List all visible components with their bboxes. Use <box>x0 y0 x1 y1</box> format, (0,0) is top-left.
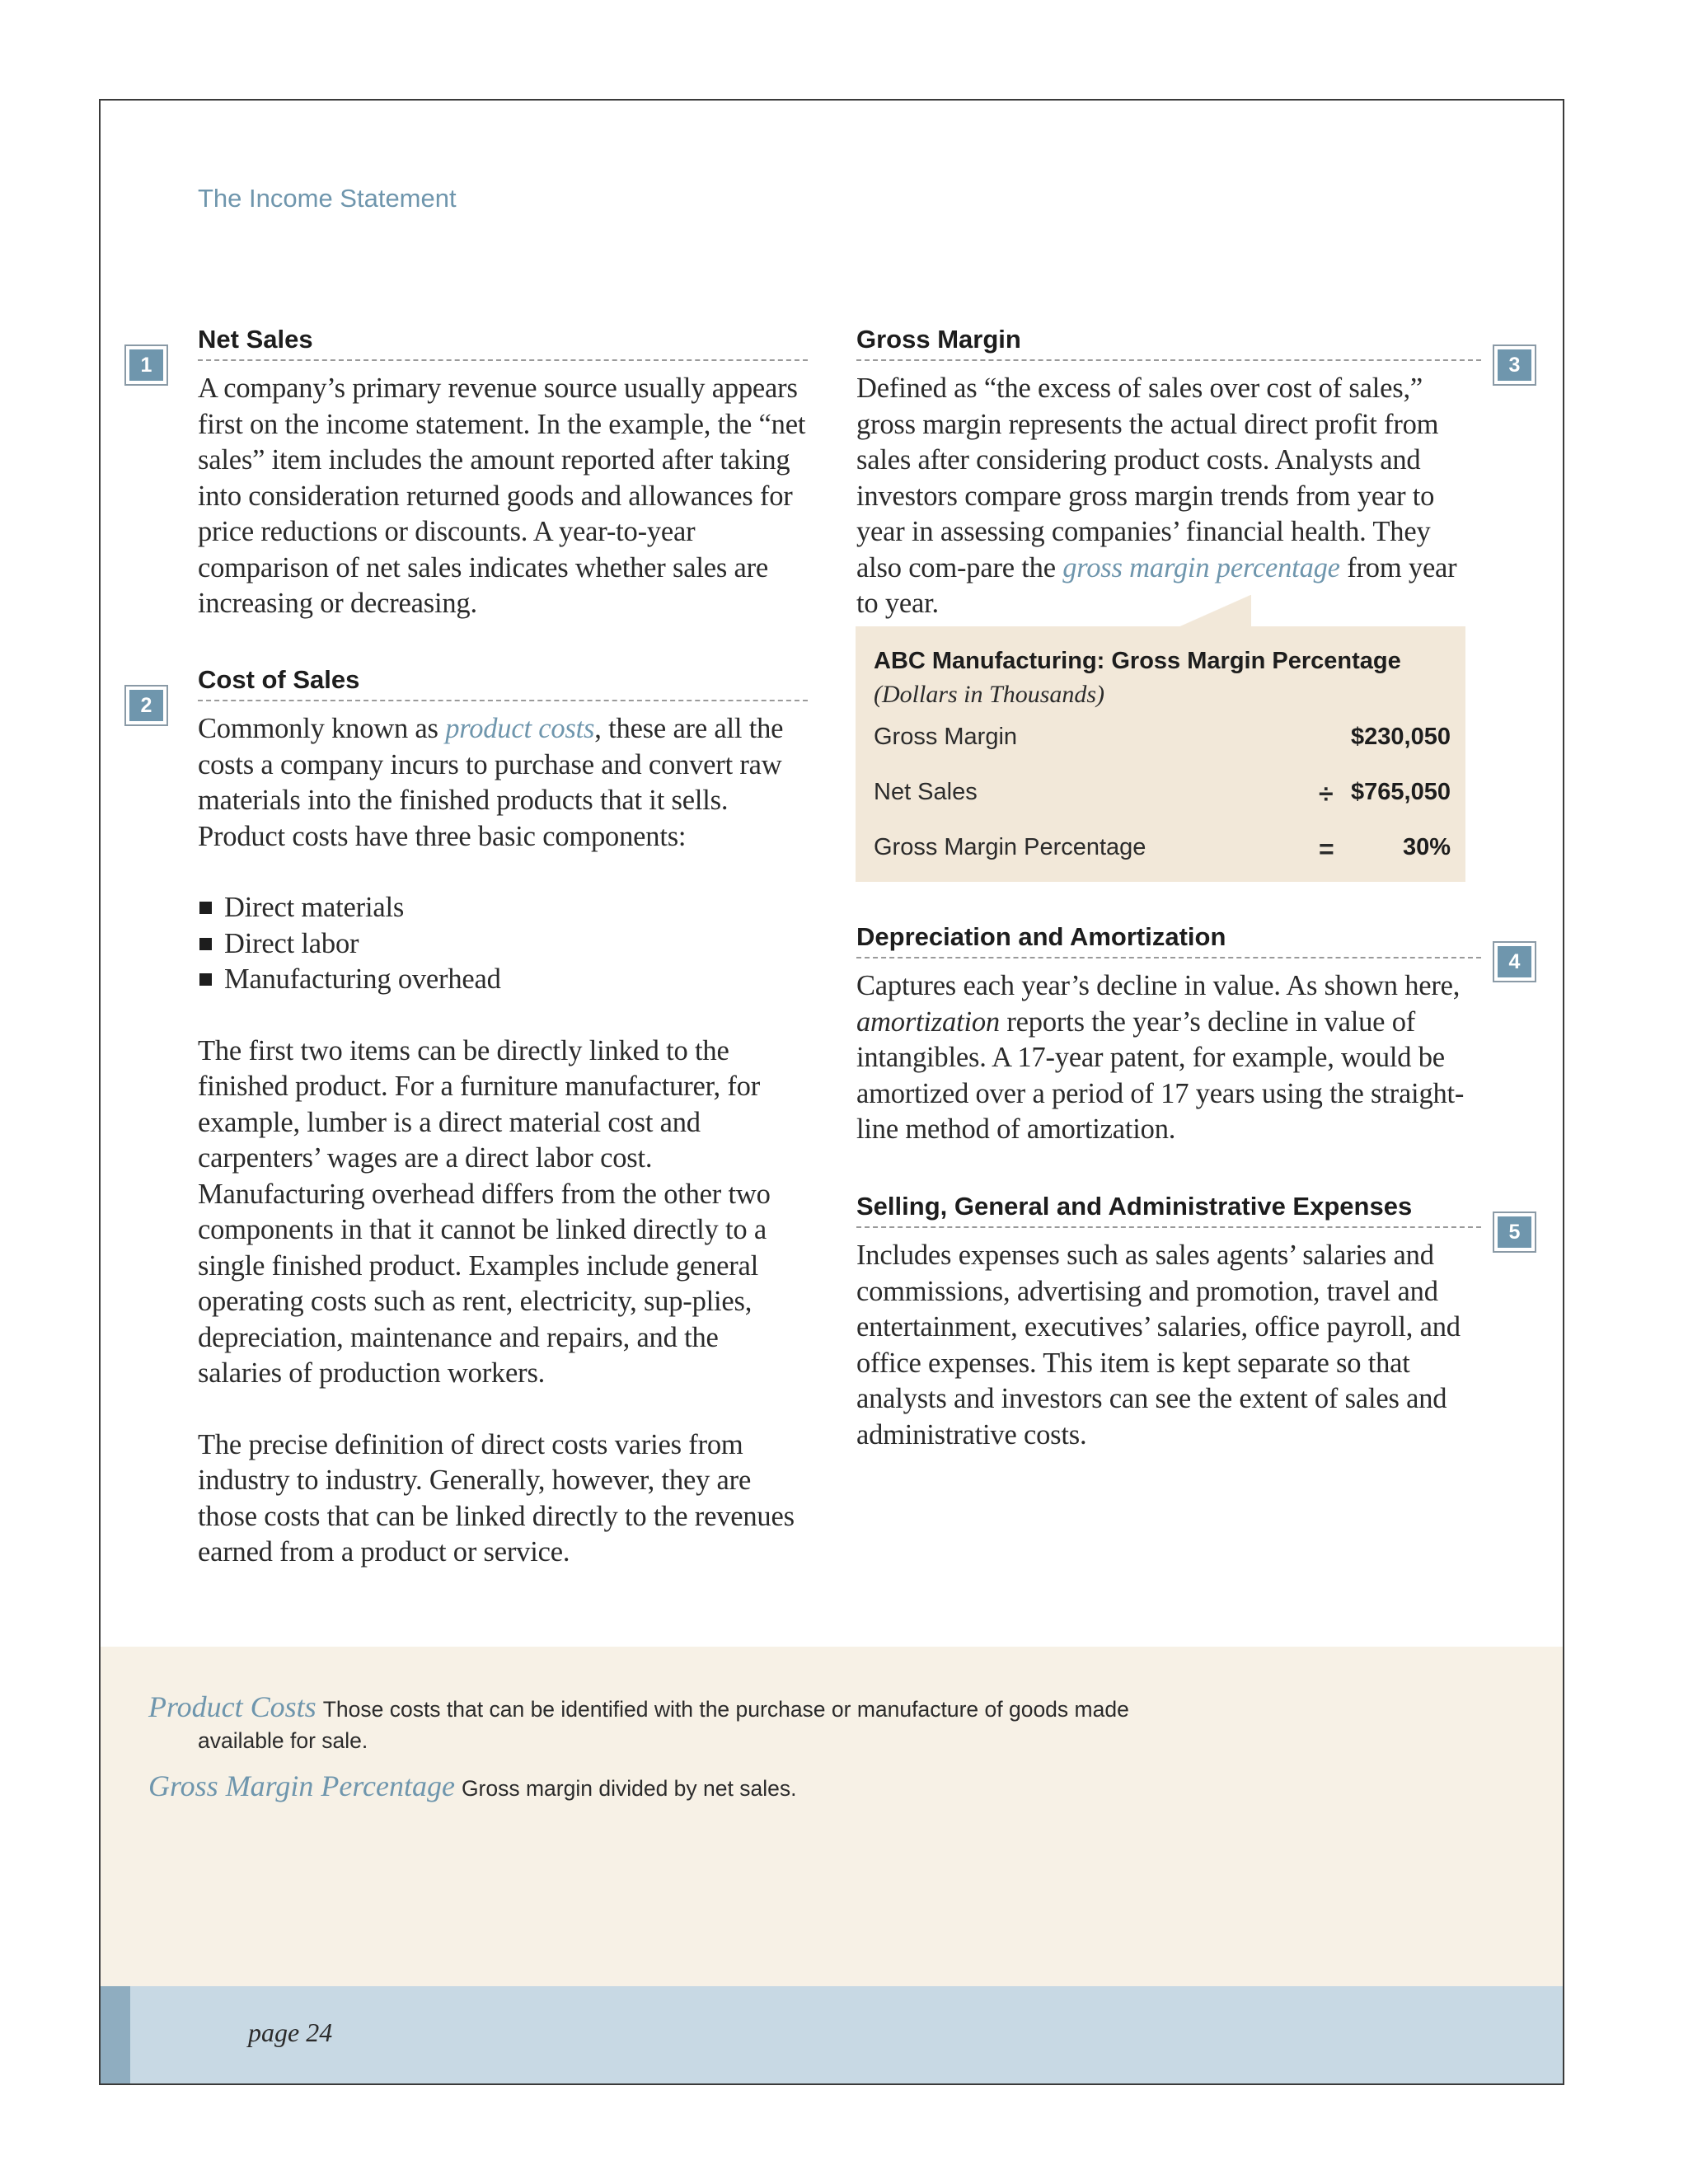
section-number-badge <box>124 685 168 726</box>
section-cost-of-sales <box>198 663 808 1571</box>
callout-pointer <box>1177 595 1251 628</box>
text-run: , these are all the costs a company incurs to purchase and convert raw materials into the finished products that it sells. Product costs have three basic components: <box>198 713 784 852</box>
text-run: reports the year’s decline in value of intangibles. A 17-year patent, for example, would be amortized over a period of 17 years using the straight-line method of amortization. <box>856 1005 1465 1145</box>
gross-margin-callout <box>856 626 1465 882</box>
section-number: 4 <box>1498 946 1531 977</box>
section-title: Net Sales <box>198 325 313 354</box>
paragraph: Includes expenses such as sales agents’ salaries and commissions, advertising and promotion, travel and entertainment, executives’ salaries, office payroll, and office expenses. This item is kept separate so that analysts and investors can see the extent of sales and administrative costs. <box>856 1240 1461 1451</box>
text-run: Captures each year’s decline in value. As shown here, <box>856 970 1461 1001</box>
footer-accent-bar <box>101 1986 130 2083</box>
section-sga <box>856 1190 1481 1453</box>
page-number: page 24 <box>248 2018 333 2047</box>
section-title: Cost of Sales <box>198 665 360 694</box>
row-label: Gross Margin Percentage <box>874 834 1146 860</box>
row-operator: = <box>1319 834 1334 864</box>
section-number: 5 <box>1498 1216 1531 1248</box>
section-title: Depreciation and Amortization <box>856 922 1226 951</box>
section-body <box>856 1238 1481 1453</box>
glossary-definition: Gross margin divided by net sales. <box>461 1776 797 1801</box>
section-divider <box>856 1226 1481 1228</box>
section-number-badge <box>1493 1212 1536 1253</box>
section-number-badge <box>124 344 168 386</box>
callout-row <box>874 724 1451 757</box>
section-body <box>198 711 808 1571</box>
glossary-entry <box>148 1691 1302 1756</box>
section-divider <box>856 359 1481 361</box>
running-title: The Income Statement <box>198 184 457 213</box>
row-label: Net Sales <box>874 779 978 805</box>
callout-subtitle: (Dollars in Thousands) <box>874 681 1105 708</box>
glossary-definition-cont: available for sale. <box>198 1728 368 1753</box>
section-title: Selling, General and Administrative Expenses <box>856 1192 1413 1221</box>
glossary-term-link[interactable]: product costs <box>445 713 595 744</box>
section-body <box>198 371 808 622</box>
section-body <box>856 968 1481 1148</box>
glossary-term-link[interactable]: gross margin percentage <box>1062 551 1340 583</box>
glossary-term: Product Costs <box>148 1690 316 1723</box>
list-item: Manufacturing overhead <box>198 962 808 998</box>
paragraph: The first two items can be directly linked to the finished product. For a furniture manufacturer, for example, lumber is a direct material cost and carpenters’ wages are a direct labor cost. Manufacturing overhead differs from the other two components in that it cannot be linked directly to a single finished product. Examples include general operating costs such as rent, electricity, sup-plies, depreciation, maintenance and repairs, and the salaries of production workers. <box>198 1034 771 1389</box>
glossary-entry <box>148 1770 1302 1804</box>
section-number: 2 <box>129 690 163 721</box>
emphasized-term: amortization <box>856 1005 1000 1038</box>
section-number-badge <box>1493 941 1536 982</box>
text-run: from year to year. <box>856 551 1457 619</box>
section-net-sales <box>198 323 808 622</box>
components-list <box>198 890 808 998</box>
section-title: Gross Margin <box>856 325 1021 354</box>
section-number: 3 <box>1498 349 1531 381</box>
callout-title: ABC Manufacturing: Gross Margin Percentage <box>874 648 1401 674</box>
paragraph: A company’s primary revenue source usually appears first on the income statement. In the example, the “net sales” item includes the amount reported after taking into consideration returned goods and allowances for price reductions or discounts. A year-to-year comparison of net sales indicates whether sales are increasing or decreasing. <box>198 373 806 619</box>
row-value: $230,050 <box>1351 724 1451 750</box>
paragraph <box>856 968 1481 1148</box>
text-run: Commonly known as <box>198 713 446 744</box>
row-value: 30% <box>1402 834 1451 860</box>
paragraph: The precise definition of direct costs varies from industry to industry. Generally, however, they are those costs that can be linked directly to the revenues earned from a product or service. <box>198 1428 795 1568</box>
paragraph <box>198 711 808 855</box>
section-body <box>856 371 1481 622</box>
glossary-definition: Those costs that can be identified with the purchase or manufacture of goods made <box>322 1697 1129 1722</box>
section-gross-margin <box>856 323 1481 622</box>
list-item: Direct labor <box>198 926 808 963</box>
row-operator: ÷ <box>1319 779 1334 808</box>
section-depreciation <box>856 921 1481 1148</box>
callout-row <box>874 834 1451 867</box>
row-value: $765,050 <box>1351 779 1451 805</box>
row-label: Gross Margin <box>874 724 1018 750</box>
section-divider <box>198 700 808 701</box>
section-number-badge <box>1493 344 1536 386</box>
section-divider <box>856 957 1481 958</box>
section-divider <box>198 359 808 361</box>
section-number: 1 <box>129 349 163 381</box>
list-item: Direct materials <box>198 890 808 926</box>
paragraph <box>856 371 1481 622</box>
text-run: Defined as “the excess of sales over cost of sales,” gross margin represents the actual direct profit from sales after considering product costs. Analysts and investors compare gross margin trends from year to year in assessing companies’ financial health. They also com-pare the <box>856 373 1439 583</box>
glossary-term: Gross Margin Percentage <box>148 1769 455 1802</box>
callout-row <box>874 779 1451 812</box>
